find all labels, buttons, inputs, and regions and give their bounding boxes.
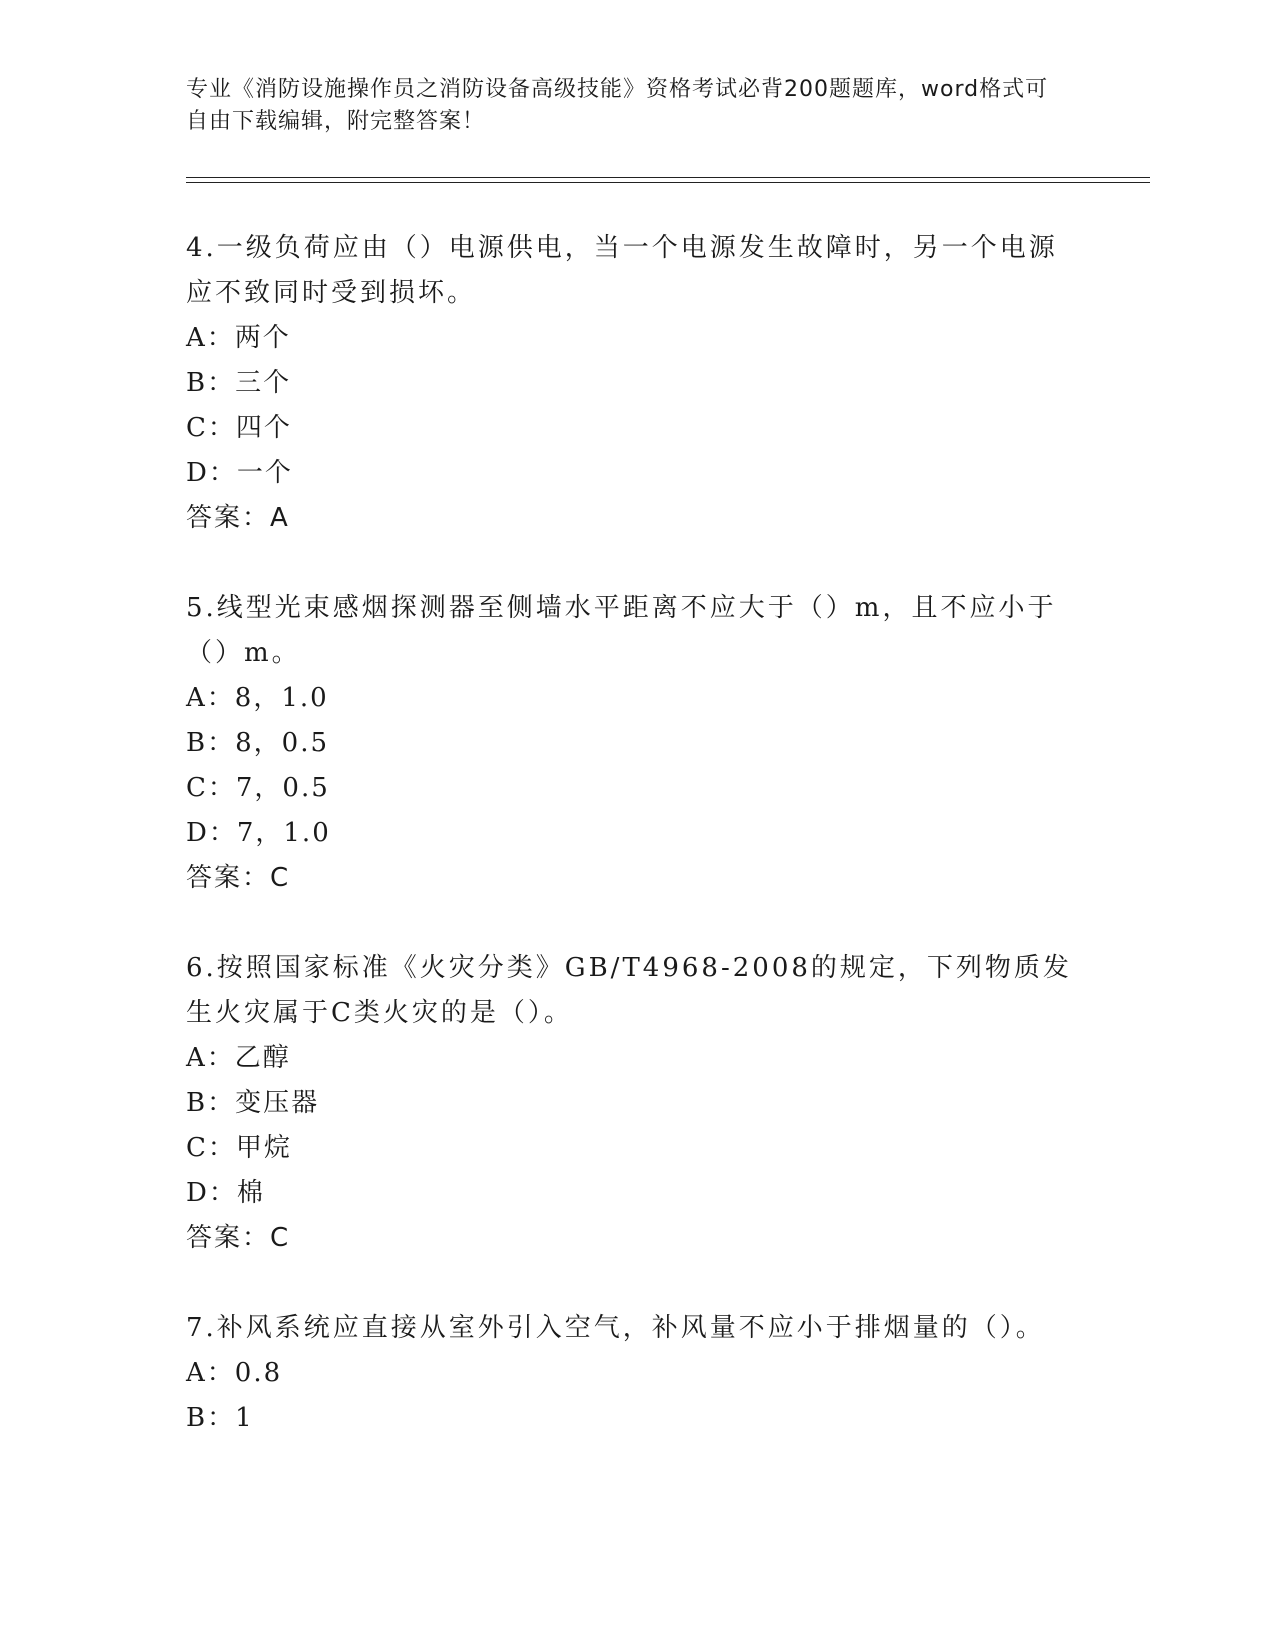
header-divider-top — [186, 177, 1150, 178]
question-6 — [186, 946, 1086, 1261]
document-header: 专业《消防设施操作员之消防设备高级技能》资格考试必背200题题库，word格式可自由下载编辑，附完整答案！ — [186, 77, 1049, 134]
option-b: B：变压器 — [186, 1088, 320, 1118]
answer: 答案：C — [186, 863, 291, 893]
option-d: D：一个 — [186, 458, 293, 488]
option-c: C：7，0.5 — [186, 773, 330, 803]
question-7 — [186, 1306, 1086, 1441]
answer: 答案：C — [186, 1223, 291, 1253]
option-b: B：三个 — [186, 368, 292, 398]
option-a: A：两个 — [186, 323, 291, 353]
option-c: C：四个 — [186, 413, 292, 443]
option-b: B：1 — [186, 1403, 254, 1433]
question-stem: 4.一级负荷应由（）电源供电，当一个电源发生故障时，另一个电源应不致同时受到损坏。 — [186, 233, 1058, 308]
question-stem: 7.补风系统应直接从室外引入空气，补风量不应小于排烟量的（）。 — [186, 1313, 1045, 1343]
question-stem: 6.按照国家标准《火灾分类》GB/T4968-2008的规定，下列物质发生火灾属于C类火灾的是（）。 — [186, 953, 1072, 1028]
answer: 答案：A — [186, 503, 290, 533]
option-a: A：0.8 — [186, 1358, 283, 1388]
option-b: B：8，0.5 — [186, 728, 329, 758]
option-a: A：8，1.0 — [186, 683, 329, 713]
option-c: C：甲烷 — [186, 1133, 292, 1163]
question-stem: 5.线型光束感烟探测器至侧墙水平距离不应大于（）m，且不应小于（）m。 — [186, 593, 1057, 668]
question-5 — [186, 586, 1086, 901]
question-4 — [186, 226, 1086, 541]
option-a: A：乙醇 — [186, 1043, 291, 1073]
option-d: D：棉 — [186, 1178, 265, 1208]
option-d: D：7，1.0 — [186, 818, 331, 848]
header-divider-bottom — [186, 182, 1150, 183]
